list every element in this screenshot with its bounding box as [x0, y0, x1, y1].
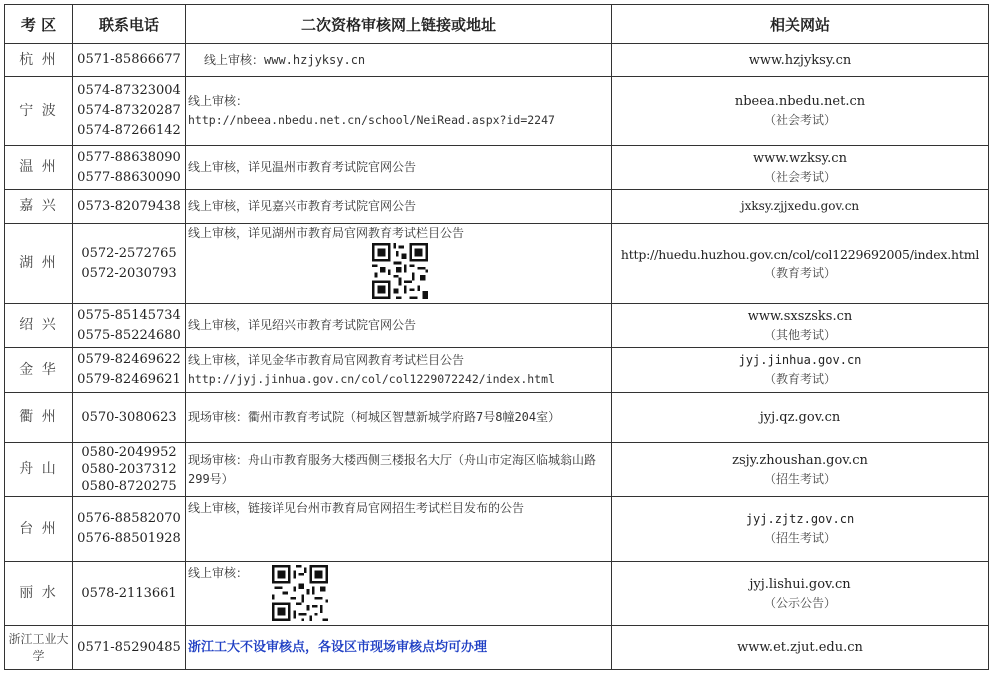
- link-cell: [186, 393, 612, 443]
- phone-cell: [73, 77, 186, 146]
- qr-wrapper: [188, 565, 611, 621]
- zone-cell: 丽 水: [5, 562, 73, 626]
- exam-zone-table: [4, 4, 989, 670]
- site-cell: [612, 146, 989, 190]
- phone-number: 0570-3080623: [81, 409, 177, 425]
- phone-number: 0571-85866677: [77, 52, 181, 67]
- site-cell: [612, 348, 989, 393]
- qr-code-icon[interactable]: [272, 565, 328, 621]
- phone-number: 0574-87320287: [77, 103, 181, 118]
- link-text: 线上审核，详见温州市教育考试院官网公告: [188, 160, 417, 174]
- phone-number: 0574-87323004: [77, 83, 181, 98]
- zone-cell: 湖 州: [5, 224, 73, 304]
- site-category: （招生考试）: [763, 471, 836, 486]
- link-url[interactable]: http://jyj.jinhua.gov.cn/col/col1229072242/index.html: [188, 372, 555, 386]
- site-cell: [612, 44, 989, 77]
- site-cell: [612, 77, 989, 146]
- link-cell: [186, 348, 612, 393]
- header-link: 二次资格审核网上链接或地址: [186, 5, 612, 44]
- site-cell: [612, 304, 989, 348]
- link-text: 现场审核：衢州市教育考试院（柯城区智慧新城学府路7号8幢204室）: [188, 410, 561, 424]
- phone-number: 0575-85224680: [77, 327, 181, 343]
- table-row: [5, 304, 989, 348]
- site-link[interactable]: jxksy.zjjxedu.gov.cn: [740, 199, 860, 213]
- site-category: （社会考试）: [763, 113, 836, 127]
- phone-number: 0579-82469622: [77, 352, 181, 367]
- link-cell: [186, 626, 612, 670]
- site-category: （教育考试）: [763, 372, 836, 386]
- table-row: [5, 497, 989, 562]
- link-cell: [186, 146, 612, 190]
- phone-cell: [73, 348, 186, 393]
- phone-number: 0572-2030793: [81, 265, 177, 281]
- site-category: （招生考试）: [763, 531, 836, 545]
- phone-cell: [73, 44, 186, 77]
- phone-number: 0575-85145734: [77, 307, 181, 323]
- phone-cell: [73, 497, 186, 562]
- zone-cell: 舟 山: [5, 443, 73, 497]
- phone-number: 0580-8720275: [81, 479, 177, 494]
- phone-cell: [73, 626, 186, 670]
- site-category: （其他考试）: [763, 327, 836, 342]
- zone-cell: 金 华: [5, 348, 73, 393]
- site-link[interactable]: jyj.lishui.gov.cn: [749, 576, 851, 592]
- zone-cell: 嘉 兴: [5, 190, 73, 224]
- table-row: [5, 443, 989, 497]
- zone-cell: 衢 州: [5, 393, 73, 443]
- site-link[interactable]: zsjy.zhoushan.gov.cn: [732, 452, 868, 468]
- site-category: （社会考试）: [763, 169, 836, 184]
- zone-cell: 杭 州: [5, 44, 73, 77]
- phone-number: 0580-2037312: [81, 462, 177, 477]
- phone-number: 0573-82079438: [77, 198, 181, 214]
- link-text: 线上审核，详见绍兴市教育考试院官网公告: [188, 318, 417, 332]
- site-link[interactable]: www.hzjyksy.cn: [748, 52, 852, 68]
- link-cell: [186, 224, 612, 304]
- phone-number: 0571-85290485: [77, 639, 181, 655]
- link-text: 线上审核，详见湖州市教育局官网教育考试栏目公告: [188, 226, 465, 240]
- link-text: 线上审核，详见嘉兴市教育考试院官网公告: [188, 199, 417, 213]
- qr-wrapper: [188, 243, 611, 299]
- table-row: [5, 44, 989, 77]
- header-phone: 联系电话: [73, 5, 186, 44]
- header-zone: 考 区: [5, 5, 73, 44]
- site-link[interactable]: http://huedu.huzhou.gov.cn/col/col1229692005/index.html: [620, 246, 980, 262]
- site-category: （公示公告）: [763, 595, 836, 610]
- site-link[interactable]: www.sxszsks.cn: [747, 308, 853, 324]
- site-link[interactable]: www.et.zjut.edu.cn: [737, 640, 863, 655]
- table-row: [5, 77, 989, 146]
- phone-number: 0574-87266142: [77, 123, 181, 138]
- link-text[interactable]: 线上审核：www.hzjyksy.cn: [204, 52, 366, 67]
- site-link[interactable]: jyj.jinhua.gov.cn: [738, 353, 862, 367]
- phone-cell: [73, 146, 186, 190]
- link-text: 线上审核，链接详见台州市教育局官网招生考试栏目发布的公告: [188, 501, 525, 515]
- phone-number: 0580-2049952: [81, 445, 177, 460]
- phone-number: 0572-2572765: [81, 245, 177, 261]
- site-cell: [612, 562, 989, 626]
- phone-cell: [73, 443, 186, 497]
- site-link[interactable]: jyj.qz.gov.cn: [759, 410, 841, 425]
- phone-cell: [73, 393, 186, 443]
- phone-number: 0578-2113661: [81, 585, 177, 601]
- phone-number: 0577-88638090: [77, 149, 181, 165]
- link-url[interactable]: http://nbeea.nbedu.net.cn/school/NeiRead.aspx?id=2247: [188, 113, 555, 127]
- table-row: [5, 224, 989, 304]
- link-cell: [186, 562, 612, 626]
- site-cell: [612, 626, 989, 670]
- site-link[interactable]: jyj.zjtz.gov.cn: [745, 512, 855, 526]
- phone-number: 0576-88501928: [77, 531, 181, 546]
- site-category: （教育考试）: [763, 265, 836, 280]
- link-cell: [186, 77, 612, 146]
- zone-cell: 绍 兴: [5, 304, 73, 348]
- site-cell: [612, 224, 989, 304]
- phone-cell: [73, 562, 186, 626]
- link-cell: [186, 190, 612, 224]
- zone-cell: 台 州: [5, 497, 73, 562]
- table-row: [5, 146, 989, 190]
- link-text: 线上审核：: [188, 94, 249, 108]
- link-cell: [186, 497, 612, 562]
- qr-code-icon[interactable]: [372, 243, 428, 299]
- table-row: [5, 190, 989, 224]
- table-row: [5, 562, 989, 626]
- notice-text: 浙江工大不设审核点，各设区市现场审核点均可办理: [188, 640, 488, 655]
- site-cell: [612, 443, 989, 497]
- link-cell: [186, 443, 612, 497]
- site-link[interactable]: nbeea.nbedu.net.cn: [734, 94, 866, 109]
- link-text: 线上审核，详见金华市教育局官网教育考试栏目公告: [188, 353, 465, 367]
- link-cell: [186, 304, 612, 348]
- phone-cell: [73, 304, 186, 348]
- header-site: 相关网站: [612, 5, 989, 44]
- phone-number: 0579-82469621: [77, 372, 181, 387]
- site-cell: [612, 190, 989, 224]
- phone-cell: [73, 224, 186, 304]
- zone-cell: 宁 波: [5, 77, 73, 146]
- phone-cell: [73, 190, 186, 224]
- link-text: 线上审核：: [188, 566, 249, 580]
- link-text: 现场审核：舟山市教育服务大楼西侧三楼报名大厅（舟山市定海区临城翁山路299号）: [188, 452, 597, 486]
- zone-cell: 浙江工业大学: [5, 626, 73, 670]
- phone-number: 0576-88582070: [77, 511, 181, 526]
- site-cell: [612, 393, 989, 443]
- table-row: [5, 348, 989, 393]
- link-cell: [186, 44, 612, 77]
- table-row: [5, 626, 989, 670]
- site-cell: [612, 497, 989, 562]
- table-header-row: [5, 5, 989, 44]
- table-row: [5, 393, 989, 443]
- site-link[interactable]: www.wzksy.cn: [753, 150, 847, 166]
- zone-cell: 温 州: [5, 146, 73, 190]
- phone-number: 0577-88630090: [77, 169, 181, 185]
